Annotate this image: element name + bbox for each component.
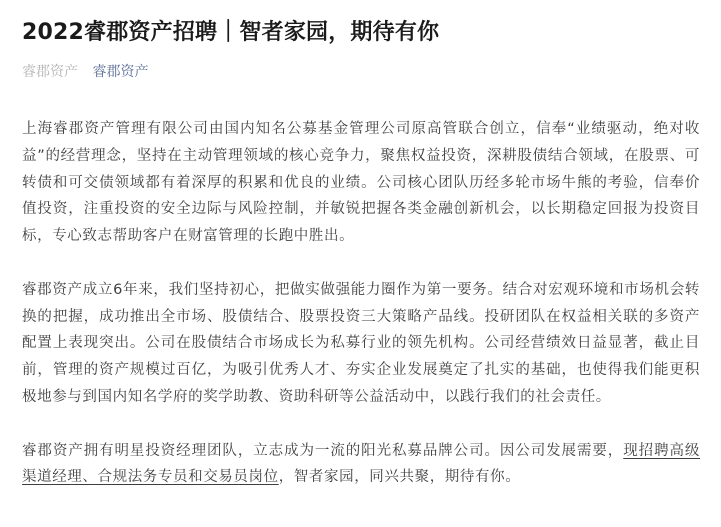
article-body bbox=[22, 116, 700, 491]
account-name-link[interactable]: 睿郡资产 bbox=[92, 64, 149, 80]
recruitment-positions-highlight: 现招聘高级渠道经理、合规法务专员和交易员岗位 bbox=[22, 442, 700, 486]
recruitment-text-before: 睿郡资产拥有明星投资经理团队，立志成为一流的阳光私募品牌公司。因公司发展需要， bbox=[22, 442, 624, 459]
recruitment-text-after: ，智者家园，同兴共聚，期待有你。 bbox=[278, 469, 521, 486]
source-label: 睿郡资产 bbox=[22, 64, 78, 80]
article-title: 2022睿郡资产招聘｜智者家园，期待有你 bbox=[22, 20, 440, 45]
paragraph-company-history: 睿郡资产成立6年来，我们坚持初心，把做实做强能力圈作为第一要务。结合对宏观环境和市场机会转换的把握，成功推出全市场、股债结合、股票投资三大策略产品线。投研团队在权益相关联的多资产配置上表现突出。公司在股债结合市场成长为私募行业的领先机构。公司经营绩效日益显著，截止目前，管理的资产规模过百亿，为吸引优秀人才、夯实企业发展奠定了扎实的基础，也使得我们能更积极地参与到国内知名学府的奖学助教、资助科研等公益活动中，以践行我们的社会责任。 bbox=[22, 281, 700, 405]
article-meta bbox=[22, 62, 148, 82]
paragraph-company-intro: 上海睿郡资产管理有限公司由国内知名公募基金管理公司原高管联合创立，信奉“业绩驱动，绝对收益”的经营理念，坚持在主动管理领域的核心竞争力，聚焦权益投资，深耕股债结合领域，在股票、可转债和可交债领域都有着深厚的积累和优良的业绩。公司核心团队历经多轮市场牛熊的考验，信奉价值投资，注重投资的安全边际与风险控制，并敏锐把握各类金融创新机会，以长期稳定回报为投资目标，专心致志帮助客户在财富管理的长跑中胜出。 bbox=[22, 121, 700, 245]
paragraph-recruitment bbox=[22, 438, 700, 492]
